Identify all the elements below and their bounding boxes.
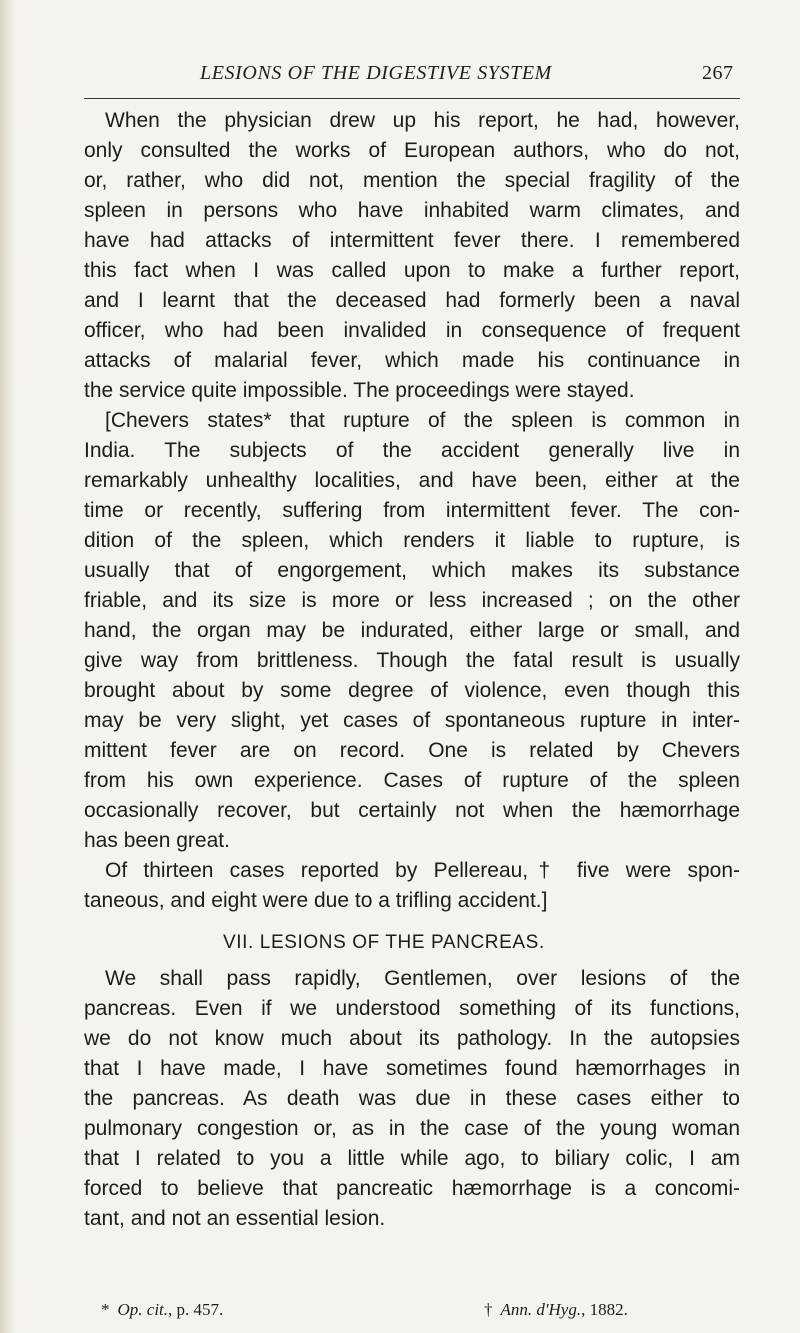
text-line: that I have made, I have sometimes found hæmorrhages in [84, 1057, 740, 1080]
paragraph-pellereau-cases [84, 856, 740, 916]
text-line: only consulted the works of European authors, who do not, [84, 139, 740, 162]
text-line: and I learnt that the deceased had formerly been a naval [84, 289, 740, 312]
footnote-chevers [101, 1300, 223, 1320]
footnote-mark: † [484, 1300, 493, 1319]
text-line: officer, who had been invalided in consequence of frequent [84, 319, 740, 342]
text-line: Of thirteen cases reported by Pellereau,† five were spon- [105, 859, 740, 882]
text-line: taneous, and eight were due to a trifling accident.] [84, 889, 548, 912]
text-line: the pancreas. As death was due in these cases either to [84, 1087, 740, 1110]
footnote-source: Ann. d'Hyg. [500, 1300, 582, 1319]
text-line: attacks of malarial fever, which made his continuance in [84, 349, 740, 372]
text-line: that I related to you a little while ago, to biliary colic, I am [84, 1147, 740, 1170]
text-line: remarkably unhealthy localities, and have been, either at the [84, 469, 740, 492]
text-line: time or recently, suffering from intermittent fever. The con- [84, 499, 740, 522]
text-line: hand, the organ may be indurated, either large or small, and [84, 619, 740, 642]
text-line: pulmonary congestion or, as in the case of the young woman [84, 1117, 740, 1140]
text-line: pancreas. Even if we understood something of its functions, [84, 997, 740, 1020]
text-line: from his own experience. Cases of rupture of the spleen [84, 769, 740, 792]
paragraph-pancreas-lesions [84, 964, 740, 1234]
text-line: India. The subjects of the accident generally live in [84, 439, 740, 462]
paragraph-chevers-note [84, 406, 740, 856]
text-line: We shall pass rapidly, Gentlemen, over lesions of the [105, 967, 740, 990]
footnote-reference: , p. 457. [168, 1300, 224, 1319]
text-line: usually that of engorgement, which makes its substance [84, 559, 740, 582]
footnotes [84, 1300, 740, 1324]
text-line: occasionally recover, but certainly not when the hæmorrhage [84, 799, 740, 822]
body-text [84, 106, 740, 1234]
footnote-reference: , 1882. [581, 1300, 628, 1319]
text-line: friable, and its size is more or less increased ; on the other [84, 589, 740, 612]
text-line: tant, and not an essential lesion. [84, 1207, 386, 1230]
text-line: we do not know much about its pathology. In the autopsies [84, 1027, 740, 1050]
text-line: dition of the spleen, which renders it liable to rupture, is [84, 529, 740, 552]
text-line: spleen in persons who have inhabited warm climates, and [84, 199, 740, 222]
text-line: forced to believe that pancreatic hæmorrhage is a concomi- [84, 1177, 740, 1200]
paragraph-spleen-report [84, 106, 740, 406]
header-rule [84, 98, 740, 99]
text-line: have had attacks of intermittent fever there. I remembered [84, 229, 740, 252]
running-head-title: LESIONS OF THE DIGESTIVE SYSTEM [200, 62, 552, 84]
text-line: has been great. [84, 829, 230, 852]
text-line: give way from brittleness. Though the fatal result is usually [84, 649, 740, 672]
footnote-mark: * [101, 1300, 110, 1319]
text-line: mittent fever are on record. One is related by Chevers [84, 739, 740, 762]
text-line: the service quite impossible. The proceedings were stayed. [84, 379, 635, 402]
text-line: [Chevers states* that rupture of the spleen is common in [105, 409, 740, 432]
footnote-source: Op. cit. [117, 1300, 169, 1319]
text-line: When the physician drew up his report, he had, however, [105, 109, 740, 132]
binding-gutter-shadow [0, 0, 16, 1333]
section-heading-pancreas: VII. LESIONS OF THE PANCREAS. [223, 932, 545, 953]
page-number: 267 [702, 62, 734, 84]
text-line: this fact when I was called upon to make a further report, [84, 259, 740, 282]
footnote-pellereau [484, 1300, 628, 1320]
text-line: may be very slight, yet cases of spontaneous rupture in inter- [84, 709, 740, 732]
text-line: or, rather, who did not, mention the special fragility of the [84, 169, 740, 192]
text-line: brought about by some degree of violence, even though this [84, 679, 740, 702]
